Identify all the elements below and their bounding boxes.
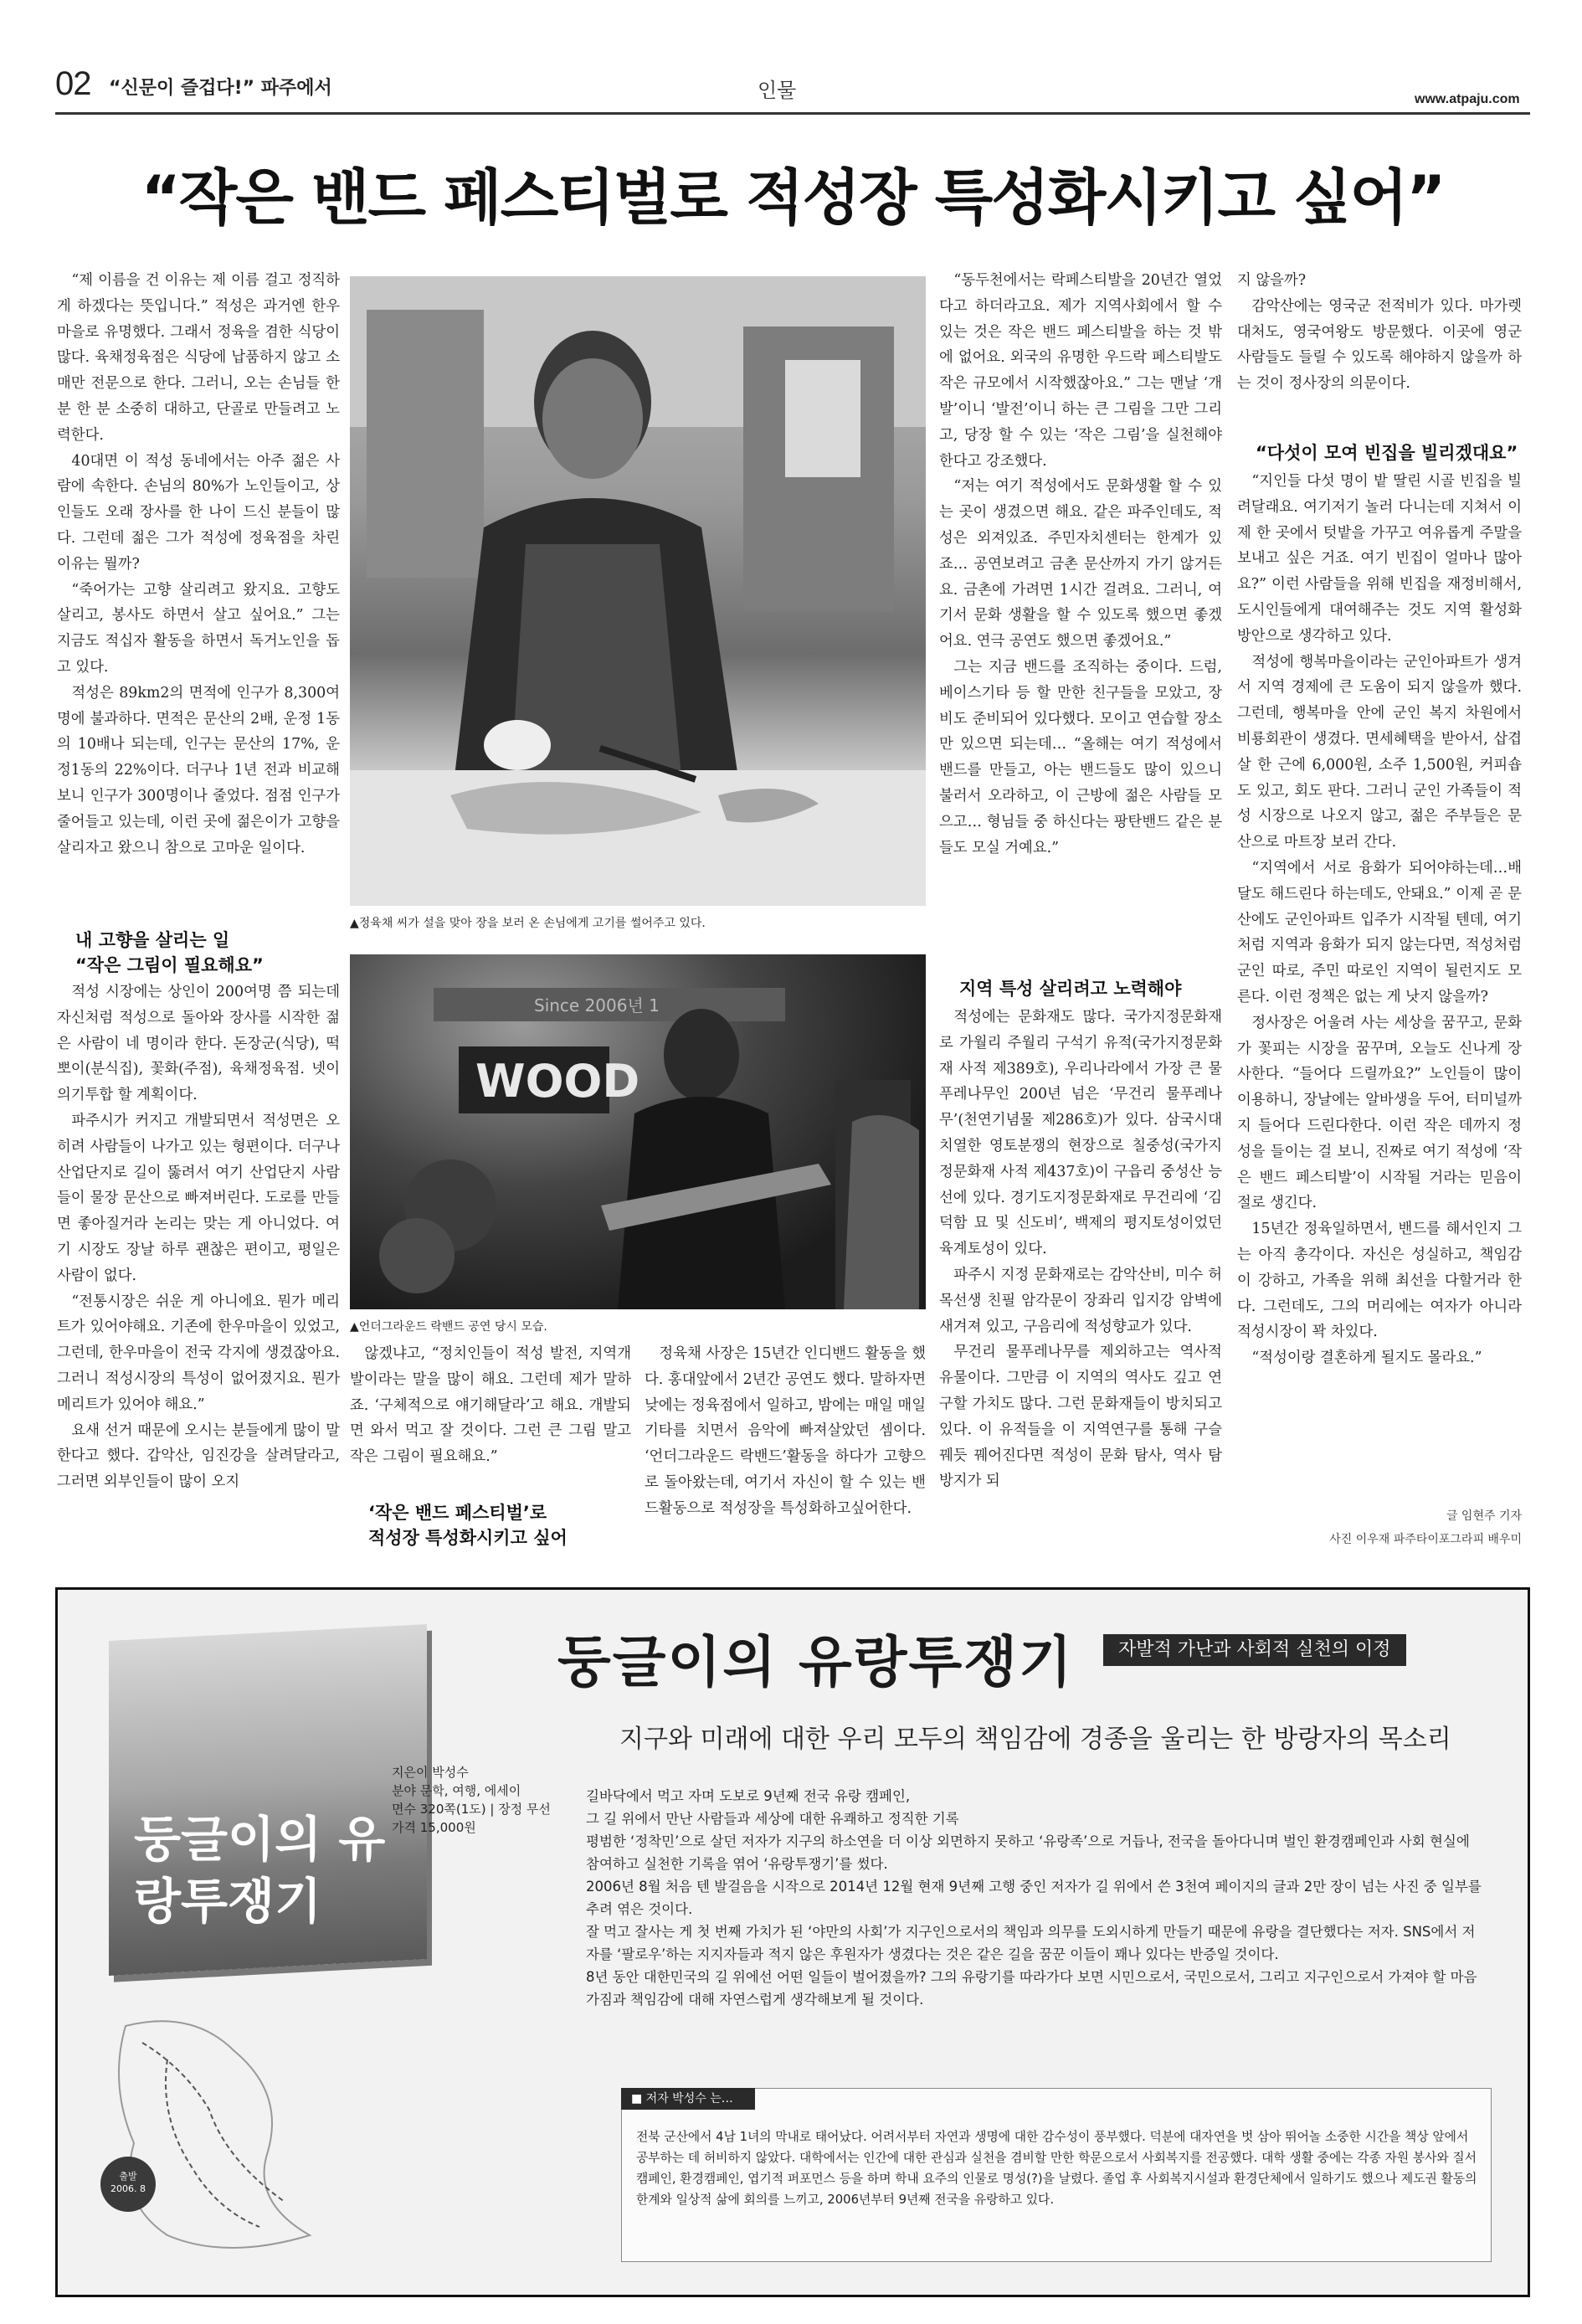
photo-caption: ▲언더그라운드 락밴드 공연 당시 모습. (350, 1320, 547, 1334)
book-info (392, 1763, 551, 1837)
paragraph: “죽어가는 고향 살리려고 왔지요. 고향도 살리고, 봉사도 하면서 살고 싶어요.” 그는 지금도 적십자 활동을 하면서 독거노인을 돕고 있다. (57, 581, 340, 676)
description-line: 길바닥에서 먹고 자며 도보로 9년째 전국 유랑 캠페인, (586, 1788, 911, 1804)
band-photo-illustration (350, 954, 926, 1309)
article-column-3b (645, 1341, 926, 1522)
stamp-label: 출발 (119, 2171, 137, 2182)
book-cover-title: 둥글이의 유랑투쟁기 (134, 1811, 386, 1930)
paragraph: “제 이름을 건 이유는 제 이름 걸고 정직하게 하겠다는 뜻입니다.” 적성은 과거엔 한우마을로 유명했다. 그래서 정육을 겸한 식당이 많다. 육채정육점은 식당에 납품하지 않고 소매만 전문으로 한다. 그러니, 오는 손님들 한 분 한 분 소중히 대하고, 단골로 만들려고 노력한다. (57, 272, 340, 444)
paragraph: 정사장은 어울려 사는 세상을 꿈꾸고, 문화가 꽃피는 시장을 꿈꾸며, 오늘도 신나게 장사한다. “들어다 드릴까요?” 노인들이 많이 이용하니, 장날에는 알바생을 두어, 터미널까지 들어다 드린다한다. 이런 작은 데까지 정성을 들이는 걸 보니, 진짜로 여기 적성에 ‘작은 밴드 페스티발’이 시작될 거라는 믿음이 절로 생긴다. (1237, 1014, 1522, 1212)
article-column-1 (57, 268, 340, 861)
paragraph: 적성에는 문화재도 많다. 국가지정문화재로 가월리 주월리 구석기 유적(국가지정문화재 사적 제389호), 우리나라에서 가장 큰 물푸레나무인 200년 넘은 ‘무건리 물푸레나무’(천연기념물 제286호)가 있다. 삼국시대 치열한 영토분쟁의 현장으로 칠중성(국가지정문화재 사적 제437호)이 구읍리 중성산 능선에 있다. 경기도지정문화재로 무건리에 ‘김덕함 묘 및 신도비’, 백제의 평지토성이었던 육계토성이 있다. (939, 1009, 1222, 1258)
stage-banner-text: Since 2006년 1 (534, 995, 660, 1015)
ad-subtitle: 지구와 미래에 대한 우리 모두의 책임감에 경종을 울리는 한 방랑자의 목소리 (619, 1725, 1451, 1754)
ad-tagline: 자발적 가난과 사회적 실천의 이정 (1103, 1634, 1406, 1666)
article-headline: “작은 밴드 페스티벌로 적성장 특성화시키고 싶어” (141, 162, 1445, 233)
subhead-line: “작은 그림이 필요해요” (75, 955, 264, 975)
book-info-line: 지은이 박성수 (392, 1765, 469, 1780)
author-bio: 전북 군산에서 4남 1녀의 막내로 태어났다. 어려서부터 자연과 생명에 대한 감수성이 풍부했다. 덕분에 대자연을 벗 삼아 뛰어놀 소중한 시간을 책상 앞에서 공부하는 데 허비하지 않았다. 대학에서는 인간에 대한 관심과 실천을 겸비할 만한 학문으로서 사회복지를 전공했다. 대학 생활 중에는 각종 자원 봉사와 질서캠페인, 환경캠페인, 엽기적 퍼포먼스 등을 하며 학내 요주의 인물로 명성(?)을 날렸다. 졸업 후 사회복지시설과 환경단체에서 일하기도 했으나 제도권 활동의 한계와 일상적 삶에 회의를 느끼고, 2006년부터 9년째 전국을 유랑하고 있다. (636, 2130, 1477, 2207)
site-url[interactable]: www.atpaju.com (1415, 92, 1520, 106)
paragraph: “전통시장은 쉬운 게 아니에요. 뭔가 메리트가 있어야해요. 기존에 한우마을이 있었고, 그런데, 한우마을이 전국 각지에 생겼잖아요. 그러니 적성시장의 특성이 없어졌지요. 뭔가 메리트가 있어야 해요.” (57, 1293, 340, 1413)
paragraph: 감악산에는 영국군 전적비가 있다. 마가렛 대처도, 영국여왕도 방문했다. 이곳에 영군 사람들도 들릴 수 있도록 해야하지 않을까 하는 것이 정사장의 의문이다. (1237, 297, 1522, 393)
subhead-line: ‘작은 밴드 페스티벌’로 (368, 1503, 547, 1523)
ad-title: 둥글이의 유랑투쟁기 (557, 1630, 1074, 1694)
paragraph: 그는 지금 밴드를 조직하는 중이다. 드럼, 베이스기타 등 할 만한 친구들을 모았고, 장비도 준비되어 있다했다. 모이고 연습할 장소만 있으면 되는데… “올해는 여기 적성에서 밴드를 만들고, 아는 밴드들도 많이 있으니 불러서 오라하고, 이 근방에 젊은 사람들 모으고… 형님들 중 하신다는 팡탄밴드 같은 분들도 모실 거예요.” (939, 658, 1222, 856)
paragraph: “저는 여기 적성에서도 문화생활 할 수 있는 곳이 생겼으면 해요. 같은 파주인데도, 적성은 외져있죠. 주민자치센터는 한계가 있죠… 공연보려고 금촌 문산까지 가기 않거든요. 금촌에 가려면 1시간 걸려요. 그러니, 여기서 문화 생활을 할 수 있도록 했으면 좋겠어요. 연극 공연도 했으면 좋겠어요.” (939, 478, 1222, 650)
paragraph: “적성이랑 결혼하게 될지도 몰라요.” (1251, 1350, 1482, 1367)
section-subhead (368, 1500, 636, 1550)
butcher-photo-illustration (350, 276, 926, 906)
article-column-1b (57, 979, 340, 1495)
paragraph: 15년간 정육일하면서, 밴드를 해서인지 그는 아직 총각이다. 자신은 성실하고, 책임감이 강하고, 가족을 위해 최선을 다할거라 한다. 그런데도, 그의 머리에는 여자가 아니라 적성시장이 꽉 차있다. (1237, 1221, 1522, 1341)
article-column-4b (939, 1005, 1222, 1494)
section-subhead: “다섯이 모여 빈집을 빌리겠대요” (1256, 443, 1518, 463)
paragraph: “지인들 다섯 명이 밭 딸린 시골 빈집을 빌려달래요. 여기저기 놀러 다니는데 지쳐서 이제 한 곳에서 텃밭을 가꾸고 여유롭게 주말을 보내고 싶은 거죠. 여기 빈집이 얼마나 많아요?” 이런 사람들을 위해 빈집을 재정비해서, 도시인들에게 대여해주는 것도 지역 활성화 방안으로 생각하고 있다. (1237, 473, 1522, 645)
paragraph: 적성 시장에는 상인이 200여명 쯤 되는데 자신처럼 적성으로 돌아와 장사를 시작한 젊은 사람이 네 명이라 한다. 돈장군(식당), 떡뽀이(분식집), 꽃화(주점), 육채정육점. 넷이 의기투합 할 계획이다. (57, 984, 340, 1104)
byline-writer: 글 임현주 기자 (1446, 1509, 1522, 1523)
butcher-photo (350, 276, 926, 906)
paragraph: 정육채 사장은 15년간 인디밴드 활동을 했다. 홍대앞에서 2년간 공연도 했다. 말하자면 낮에는 정육점에서 일하고, 밤에는 매일 매일 기타를 치면서 음악에 빠져살았던 셈이다. ‘언더그라운드 락밴드’활동을 하다가 고향으로 돌아왔는데, 여기서 자신이 할 수 있는 밴드활동으로 적성장을 특성화하고싶어한다. (645, 1345, 926, 1517)
book-info-line: 분야 문학, 여행, 에세이 (392, 1783, 521, 1798)
byline-photo: 사진 이우재 파주타이포그라피 배우미 (1329, 1533, 1522, 1546)
paragraph: 요새 선거 때문에 오시는 분들에게 많이 말한다고 했다. 갑악산, 임진강을 살려달라고, 그러면 외부인들이 많이 오지 (57, 1422, 340, 1491)
section-label: 인물 (758, 79, 797, 102)
stage-sign-text: WOOD (475, 1055, 640, 1108)
paragraph: 지 않을까? (1237, 272, 1307, 289)
ad-description (586, 1785, 1482, 2011)
paragraph: “지역에서 서로 융화가 되어야하는데…배달도 해드린다 하는데도, 안돼요.” 이제 곧 문산에도 군인아파트 입주가 시작될 텐데, 여기처럼 지역과 융화가 되지 않는다면, 적성처럼 군인 따로, 주민 따로인 지역이 될런지도 모른다. 이런 정책은 없는 게 낫지 않을까? (1237, 859, 1522, 1005)
photo-caption: ▲정육채 씨가 설을 맞아 장을 보러 온 손님에게 고기를 썰어주고 있다. (350, 917, 706, 930)
paragraph: “동두천에서는 락페스티발을 20년간 열었다고 하더라고요. 제가 지역사회에서 할 수 있는 것은 작은 밴드 페스티발을 하는 것 밖에 없어요. 외국의 유명한 우드락 페스티발도 작은 규모에서 시작했잖아요.” 그는 맨날 ‘개발’이니 ‘발전’이니 하는 큰 그림을 그만 그리고, 당장 할 수 있는 ‘작은 그림’을 실천해야한다고 강조했다. (939, 272, 1222, 470)
article-column-4 (939, 268, 1222, 861)
book-info-line: 가격 15,000원 (392, 1820, 476, 1835)
section-subhead (75, 928, 343, 978)
stamp-date: 2006. 8 (110, 2183, 146, 2194)
section-subhead: 지역 특성 살리려고 노력해야 (959, 979, 1182, 999)
paragraph: 적성은 89km2의 면적에 인구가 8,300여명에 불과하다. 면적은 문산의 2배, 운정 1동의 10배나 되는데, 인구는 문산의 17%, 운정1동의 22%이다. 더구나 1년 전과 비교해보니 인구가 300명이나 줄었다. 점점 인구가 줄어들고 있는데, 이런 곳에 젊은이가 고향을 살리자고 왔으니 참으로 고마운 일이다. (57, 684, 340, 856)
description-line: 2006년 8월 처음 텐 발걸음을 시작으로 2014년 12월 현재 9년째 고행 중인 저자가 길 위에서 쓴 3천여 페이지의 글과 2만 장이 넘는 사진 중 일부를 추려 엮은 것이다. (586, 1879, 1482, 1917)
paragraph: 파주시가 커지고 개발되면서 적성면은 오히려 사람들이 나가고 있는 형편이다. 더구나 산업단지로 길이 뚫려서 여기 산업단지 사람들이 물장 문산으로 빠져버린다. 도로를 만들면 좋아질거라 논리는 맞는 게 아니었다. 여기 시장도 장날 하루 괜찮은 편이고, 평일은 사람이 없다. (57, 1112, 340, 1284)
newspaper-brand: “신문이 즐겁다!” 파주에서 (109, 78, 332, 99)
description-line: 8년 동안 대한민국의 길 위에선 어떤 일들이 벌어졌을까? 그의 유랑기를 따라가다 보면 시민으로서, 국민으로서, 그리고 지구인으로서 가져야 할 마음가짐과 책임감에 대해 자연스럽게 생각해보게 될 것이다. (586, 1969, 1477, 2008)
band-photo (350, 954, 926, 1309)
subhead-line: 내 고향을 살리는 일 (75, 930, 230, 950)
description-line: 잘 먹고 잘사는 게 첫 번째 가치가 된 ‘야만의 사회’가 지구인으로서의 책임과 의무를 도외시하게 만들기 때문에 유랑을 결단했다는 저자. SNS에서 저자를 ‘팔로우’하는 지지자들과 적지 않은 후원자가 생겼다는 것은 같은 길을 꿈꾼 이들이 꽤나 있다는 반증일 것이다. (586, 1924, 1476, 1962)
author-box-header: ■ 저자 박성수 는… (621, 2088, 755, 2110)
paragraph: 적성에 행복마을이라는 군인아파트가 생겨서 지역 경제에 큰 도움이 되지 않을까 했다. 그런데, 행복마을 안에 군인 복지 차원에서 비룡회관이 생겼다. 면세혜택을 받아서, 삽겹살 한 근에 6,000원, 소주 1,500원, 커피숍도 있고, 회도 판다. 그러니 군인 가족들이 적성 시장으로 나오지 않고, 젊은 주부들은 문산으로 마트장 보러 간다. (1237, 653, 1522, 851)
description-line: 평범한 ‘정착민’으로 살던 저자가 지구의 하소연을 더 이상 외면하지 못하고 ‘유랑족’으로 거듭나, 전국을 돌아다니며 벌인 환경캠페인과 사회 현실에 참여하고 실천한 기록을 엮어 ‘유랑투쟁기’를 썼다. (586, 1833, 1470, 1872)
book-info-line: 면수 320쪽(1도) | 장정 무선 (392, 1802, 551, 1817)
article-column-2b (350, 1341, 631, 1470)
subhead-line: 적성장 특성화시키고 싶어 (368, 1528, 568, 1548)
paragraph: 파주시 지정 문화재로는 감악산비, 미수 허목선생 친필 암각문이 장좌리 입지강 암벽에 새겨져 있고, 구음리에 적성향교가 있다. (939, 1266, 1222, 1335)
description-line: 그 길 위에서 만난 사람들과 세상에 대한 유쾌하고 정직한 기록 (586, 1811, 959, 1827)
paragraph: 무건리 물푸레나무를 제외하고는 역사적 유물이다. 그만큼 이 지역의 역사도 깊고 연구할 가치도 많다. 그런 문화재들이 방치되고 있다. 이 유적들을 이 지역연구를 통해 구슬꿰듯 꿰어진다면 적성이 문화 탐사, 역사 탐방지가 되 (939, 1344, 1222, 1490)
article-column-5 (1237, 268, 1522, 397)
map-illustration (92, 1992, 611, 2269)
departure-stamp (100, 2157, 156, 2212)
paragraph: 40대면 이 적성 동네에서는 아주 젊은 사람에 속한다. 손님의 80%가 노인들이고, 상인들도 오래 장사를 한 나이 드신 분들이 많다. 그런데 젊은 그가 적성에 정육점을 차린 이유는 뭘까? (57, 452, 340, 573)
article-column-5b (1237, 469, 1522, 1371)
header-rule (55, 112, 1530, 115)
paragraph: 않겠냐고, “정치인들이 적성 발전, 지역개발이라는 말을 많이 해요. 그런데 제가 말하죠. ‘구체적으로 얘기해달라’고 해요. 개발되면 와서 먹고 잘 것이다. 그런 큰 그림 말고 작은 그림이 필요해요.” (350, 1345, 631, 1466)
page-number: 02 (55, 65, 91, 102)
